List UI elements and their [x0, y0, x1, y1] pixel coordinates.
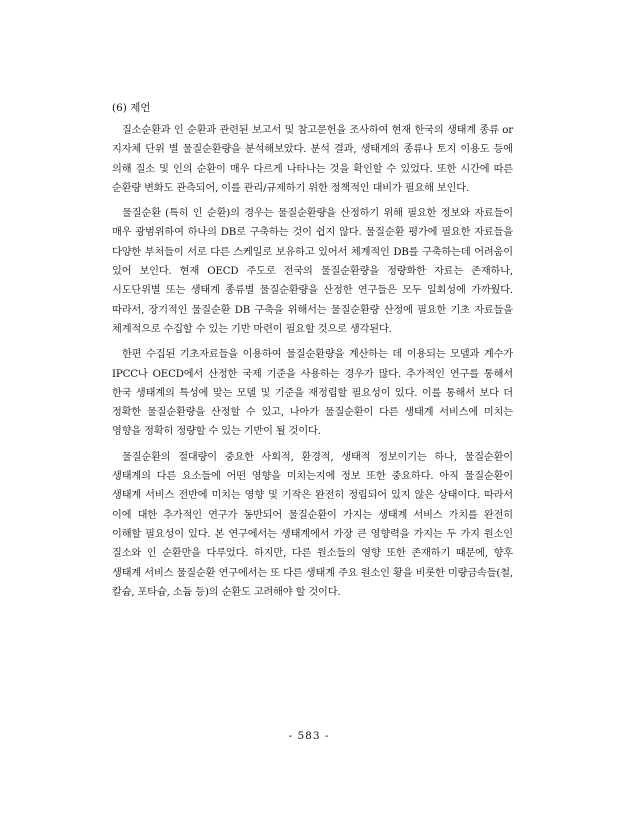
paragraph-2: 물질순환 (특히 인 순환)의 경우는 물질순환량을 산정하기 위해 필요한 정보와 자료들이 매우 광범위하여 하나의 DB로 구축하는 것이 쉽지 않다. 물질순환 평가에 필요한 자료들을 다양한 부처들이 서로 다른 스케일로 보유하고 있어서 체계적인 DB를 구축하는데 어려움이 있어 보인다. 현재 OECD 주도로 전국의 물질순환량을 정량화한 자료는 존재하나, 시도단위별 또는 생태계 종류별 물질순환량을 산정한 연구들은 모두 일회성에 가까웠다. 따라서, 장기적인 물질순환 DB 구축을 위해서는 물질순환량 산정에 필요한 기초 자료들을 체계적으로 수집할 수 있는 기반 마련이 필요할 것으로 생각된다. — [112, 208, 513, 335]
paragraph-3: 한편 수집된 기초자료들을 이용하여 물질순환량을 계산하는 데 이용되는 모델과 계수가 IPCC나 OECD에서 산정한 국제 기준을 사용하는 경우가 많다. 추가적인 연구를 통해서 한국 생태계의 특성에 맞는 모델 및 기준을 재정립할 필요성이 있다. 이를 통해서 보다 더 정확한 물질순환량을 산정할 수 있고, 나아가 물질순환이 다른 생태계 서비스에 미치는 영향을 정확히 정량할 수 있는 기반이 될 것이다. — [112, 349, 513, 438]
page-number: - 583 - — [288, 730, 330, 742]
section-heading: (6) 제언 — [112, 102, 151, 114]
page-body — [112, 98, 513, 608]
paragraph-4: 물질순환의 절대량이 중요한 사회적, 환경적, 생태적 정보이기는 하나, 물질순환이 생태계의 다른 요소들에 어떤 영향을 미치는지에 정보 또한 중요하다. 아직 물질순환이 생태계 서비스 전반에 미치는 영향 및 기작은 완전히 정립되어 있지 않은 상태이다. 따라서 이에 대한 추가적인 연구가 동반되어 물질순환이 가지는 생태계 서비스 가치를 완전히 이해할 필요성이 있다. 본 연구에서는 생태계에서 가장 큰 영향력을 가지는 두 가지 원소인 질소와 인 순환만을 다루었다. 하지만, 다른 원소들의 영향 또한 존재하기 때문에, 향후 생태계 서비스 물질순환 연구에서는 또 다른 생태계 주요 원소인 황을 비롯한 미량금속들(철, 칼슘, 포타슘, 소듐 등)의 순환도 고려해야 할 것이다. — [112, 451, 513, 598]
paragraph-1: 질소순환과 인 순환과 관련된 보고서 및 참고문헌을 조사하여 현재 한국의 생태계 종류 or 지자체 단위 별 물질순환량을 분석해보았다. 분석 결과, 생태계의 종류나 토지 이용도 등에 의해 질소 및 인의 순환이 매우 다르게 나타나는 것을 확인할 수 있었다. 또한 시간에 따른 순환량 변화도 관측되어, 이를 관리/규제하기 위한 정책적인 대비가 필요해 보인다. — [112, 125, 513, 194]
